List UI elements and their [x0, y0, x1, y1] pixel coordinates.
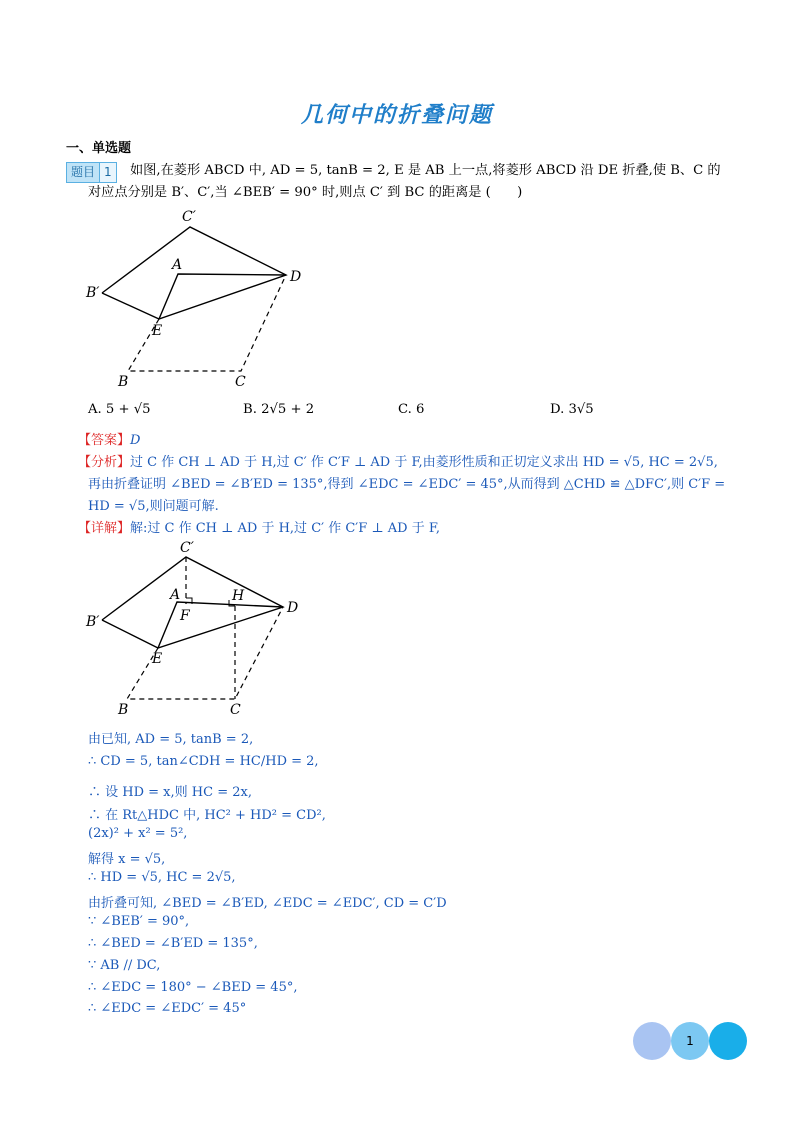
option-d: D. 3√5: [550, 402, 594, 417]
fig1-label-a: A: [172, 257, 183, 273]
step-2: ∴ CD = 5, tan∠CDH = HC/HD = 2,: [88, 754, 319, 769]
step-6: 解得 x = √5,: [88, 852, 166, 867]
analysis-line-1: [78, 451, 718, 470]
question-line-1: 如图,在菱形 ABCD 中, AD = 5, tanB = 2, E 是 AB 上一点,将菱形 ABCD 沿 DE 折叠,使 B、C 的: [130, 163, 721, 178]
question-tag-number: 1: [99, 163, 116, 182]
fig2-label-b1: B′: [86, 614, 100, 630]
step-1: 由已知, AD = 5, tanB = 2,: [88, 732, 254, 747]
fig2-label-a: A: [170, 587, 181, 603]
step-7: ∴ HD = √5, HC = 2√5,: [88, 870, 236, 885]
page-number-text: 1: [686, 1034, 694, 1048]
fig2-dashed-original: [127, 607, 283, 699]
figure-1: [80, 205, 320, 395]
page-title: 几何中的折叠问题: [300, 102, 493, 128]
figure-2: [80, 538, 320, 720]
analysis-text-1: 过 C 作 CH ⊥ AD 于 H,过 C′ 作 C′F ⊥ AD 于 F,由菱形性质和正切定义求出 HD = √5, HC = 2√5,: [130, 455, 718, 470]
detail-line-1: [78, 517, 440, 536]
fig2-label-e: E: [152, 651, 163, 667]
step-9: ∵ ∠BEB′ = 90°,: [88, 914, 190, 929]
fig1-label-e: E: [152, 323, 163, 339]
option-b: B. 2√5 + 2: [243, 402, 315, 417]
step-12: ∴ ∠EDC = 180° − ∠BED = 45°,: [88, 980, 298, 995]
fig2-label-c: C: [230, 702, 241, 718]
detail-tag: 【详解】: [78, 521, 131, 536]
step-5: (2x)² + x² = 5²,: [88, 826, 188, 841]
footer-circle-right: [709, 1022, 747, 1060]
step-4: ∴ 在 Rt△HDC 中, HC² + HD² = CD²,: [88, 808, 326, 823]
footer-circle-left: [633, 1022, 671, 1060]
fig1-label-c: C: [235, 374, 246, 390]
detail-text-1: 解:过 C 作 CH ⊥ AD 于 H,过 C′ 作 C′F ⊥ AD 于 F,: [130, 521, 440, 536]
analysis-line-2: 再由折叠证明 ∠BED = ∠B′ED = 135°,得到 ∠EDC = ∠EDC′ = 45°,从而得到 △CHD ≌ △DFC′,则 C′F =: [88, 477, 726, 492]
fig2-label-c1: C′: [180, 540, 194, 556]
analysis-tag: 【分析】: [78, 455, 131, 470]
option-c: C. 6: [398, 402, 425, 417]
fig2-label-h: H: [232, 588, 245, 604]
step-10: ∴ ∠BED = ∠B′ED = 135°,: [88, 936, 258, 951]
option-a: A. 5 + √5: [88, 402, 151, 417]
answer-line: [78, 429, 140, 448]
page-number: [671, 1022, 709, 1060]
fig1-label-b: B: [118, 374, 129, 390]
step-13: ∴ ∠EDC = ∠EDC′ = 45°: [88, 1001, 247, 1016]
analysis-line-3: HD = √5,则问题可解.: [88, 499, 219, 514]
fig1-label-b1: B′: [86, 285, 100, 301]
step-11: ∵ AB // DC,: [88, 958, 161, 973]
fig1-folded-quad: [102, 227, 286, 319]
fig2-label-d: D: [287, 600, 299, 616]
step-3: ∴ 设 HD = x,则 HC = 2x,: [88, 785, 252, 800]
question-line-2: 对应点分别是 B′、C′,当 ∠BEB′ = 90° 时,则点 C′ 到 BC 的距离是 ( ): [88, 185, 523, 200]
answer-tag: 【答案】: [78, 433, 131, 448]
question-tag: [66, 162, 117, 183]
fig2-label-f: F: [180, 608, 190, 624]
fig2-triangle-aed: [158, 602, 283, 648]
section-heading: 一、单选题: [66, 141, 132, 156]
fig1-label-c1: C′: [182, 209, 196, 225]
fig1-label-d: D: [290, 269, 302, 285]
fig2-label-b: B: [118, 702, 129, 718]
answer-value: D: [130, 433, 141, 448]
step-8: 由折叠可知, ∠BED = ∠B′ED, ∠EDC = ∠EDC′, CD = C′D: [88, 896, 447, 911]
question-tag-label: 题目: [71, 165, 96, 179]
